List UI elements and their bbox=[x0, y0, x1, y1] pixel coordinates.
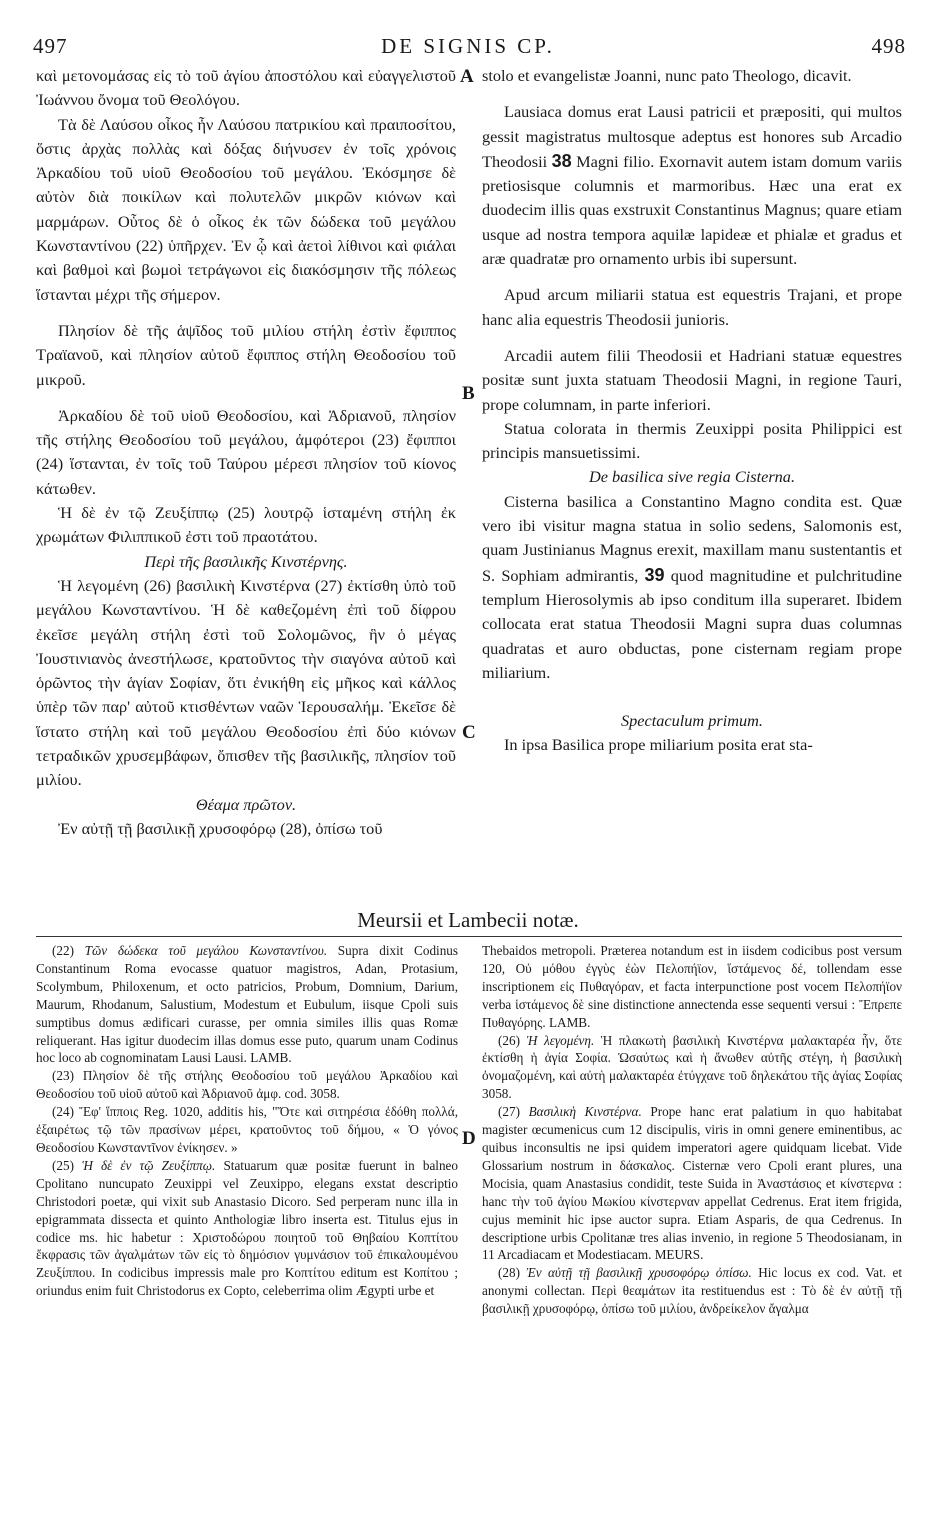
latin-paragraph: Arcadii autem filii Theodosii et Hadriani statuæ equestres positæ sunt juxta statuam Theodosii Magni, in regione Tauri, prope columnam, in parte inferiori. bbox=[482, 345, 902, 414]
latin-paragraph: stolo et evangelistæ Joanni, nunc pato Theologo, dicavit. bbox=[482, 66, 852, 85]
note-ref: (26) bbox=[498, 1032, 520, 1048]
note-25-continuation: Thebaidos metropoli. Præterea notandum est in iisdem codicibus post versum 120, Οὐ μόθου ἐγγὺς ἐὼν Πελοπήϊον, ἵστάμενος δέ, tollendam esse inscriptionem εἰς Πυθαγόραν, et facta interpunctione post vocem Πελοπήϊον verba ἱστάμενος δὲ sine distinctione annectenda esse sequenti versui : Ἔπρεπε Πυθαγόρης. LAMB. bbox=[482, 943, 902, 1030]
greek-paragraph: Ἀρκαδίου δὲ τοῦ υἱοῦ Θεοδοσίου, καὶ Ἀδριανοῦ, πλησίον τῆς στήλης Θεοδοσίου τοῦ μεγάλου, ἀμφότεροι (23) ἔφιπποι (24) ἵστανται, ἐν τοῖς τοῦ Ταύρου μέρεσι πλησίον τοῦ κίονος κάτωθεν. bbox=[36, 405, 456, 498]
page-number-left: 497 bbox=[33, 34, 68, 58]
note-28 bbox=[482, 1264, 902, 1318]
note-lemma: Ἡ δὲ ἐν τῷ Ζευξίππῳ. bbox=[82, 1157, 216, 1173]
greek-paragraph: Ἡ λεγομένη (26) βασιλικὴ Κινστέρνα (27) ἐκτίσθη ὑπὸ τοῦ μεγάλου Κωνσταντίνου. Ἡ δὲ καθεζομένη ἐπὶ τοῦ δίφρου ἐκεῖσε μεγάλη στήλη ἐστὶ τοῦ Σολομῶνος, ἣν ὁ μέγας Ἰουστινιανὸς ἀνεστήλωσε, κρατοῦντος τὴν σιαγόνα αὐτοῦ καὶ ὁρῶντος τὴν ἁγίαν Σοφίαν, ὅτι ἐνικήθη εἰς μῆκος καὶ κάλλος ὑπὲρ τῶν παρ' αὐτοῦ κτισθέντων ναῶν Ἱερουσαλήμ. Ἐκεῖσε δὲ ἵστατο στήλη καὶ τοῦ μεγάλου Θεοδοσίου ἐπὶ δύο κιόνων τετραδικῶν χρυσεμβάφων, ὄπισθεν τῆς βασιλικῆς, πλησίον τοῦ μιλίου. bbox=[36, 575, 456, 790]
page-number-right: 498 bbox=[871, 34, 906, 58]
margin-letter-b: B bbox=[462, 383, 475, 404]
note-text: Supra dixit Codinus Constantinum Roma evocasse quatuor magistros, Adan, Protasium, Scolymbum, Philoxenum, et octo patricios, Probum, Domnium, Darium, Maurum, Rhodanum, Salustium, Modestum et Eubulum, iisque Cpoli suis sumptibus domus ædificari curasse, per omnia similes illis quas Romæ reliquerant. Has igitur duodecim illas domus esse puto, quarum unam Codinus hoc loco ab cognominatam Lausi Lausi. LAMB. bbox=[36, 943, 459, 1066]
running-head bbox=[0, 34, 936, 62]
latin-text-column bbox=[482, 64, 902, 758]
greek-paragraph: Ἐν αὐτῇ τῇ βασιλικῇ χρυσοφόρῳ (28), ὀπίσω τοῦ bbox=[58, 818, 383, 838]
latin-text: Cisterna basilica a Constantino Magno condita est. Quæ vero ibi visitur magna statua in solio sedens, Salomonis est, quam Justinianus Magnus erexit, maxillam manu sustentantis et S. Sophiam admirantis, bbox=[482, 491, 902, 585]
latin-paragraph: In ipsa Basilica prope miliarium posita erat sta- bbox=[504, 735, 813, 755]
note-ref: (22) bbox=[52, 943, 74, 958]
greek-paragraph: Ἡ δὲ ἐν τῷ Ζευξίππῳ (25) λουτρῷ ἱσταμένη στήλη ἐκ χρωμάτων Φιλιππικοῦ ἐστι τοῦ πραοτάτου. bbox=[36, 503, 456, 547]
running-title: DE SIGNIS CP. bbox=[381, 34, 555, 58]
note-lemma: Βασιλικὴ Κινστέρνα. bbox=[528, 1104, 642, 1120]
latin-text: Lausiaca domus erat Lausi patricii et præpositi, qui multos gessit magistratus multosque adeptus est honores sub Arcadio Theodosii bbox=[482, 102, 902, 171]
note-text: Hic locus ex cod. Vat. et anonymi collectan. Περὶ θεαμάτων ita restituendus est : Τὸ δὲ ἐν αὐτῇ τῇ βασιλικῇ χρυσοφόρῳ, ὀπίσω τοῦ μιλίου, ἀνδρείκελον ἄγαλμα bbox=[482, 1265, 903, 1317]
note-26 bbox=[482, 1032, 902, 1104]
note-text: Ἡ πλακωτὴ βασιλικὴ Κινστέρνα μαλακταρέα ἦν, ὅτε ἐκτίσθη ἡ ἁγία Σοφία. Ὡσαύτως καὶ ἡ ἄνωθεν αὐτῆς στέγη, ἡ βασιλικὴ ὀνομαζομένη, καὶ αὐτὴ μαλακταρέα ἐτύγχανε τοῦ δηλεκάτου τῆς ἁγίας Σοφίας 3058. bbox=[482, 1032, 903, 1102]
notes-right-column bbox=[482, 942, 902, 1318]
latin-text: quod magnitudine et pulchritudine templum Hierosolymis ab ipso conditum illa superaret. Ibidem collocata erat statua Theodosii Magni supra duas columnas quadratas et auro obductas, pone cisternam regiam prope miliarium. bbox=[482, 565, 902, 682]
greek-paragraph: Τὰ δὲ Λαύσου οἶκος ἦν Λαύσου πατρικίου καὶ πραιποσίτου, ὅστις ἀρχὰς πολλὰς καὶ δόξας διήνυσεν ἐν τοῖς χρόνοις Ἀρκαδίου τοῦ υἱοῦ Θεοδοσίου τοῦ μεγάλου. Ἐκόσμησε δὲ αὐτὸν διὰ ποικίλων καὶ πολυτελῶν μικρῶν κιόνων καὶ μαρμάρων. Οὗτος δὲ ὁ οἶκος ἐκ τῶν δώδεκα τοῦ μεγάλου Κωνσταντίνου (22) ὑπῆρχεν. Ἐν ᾧ καὶ ἀετοὶ λίθινοι καὶ φιάλαι καὶ βαθμοὶ καὶ βωμοὶ τετράγωνοι εἰς διακόσμησιν τῆς πόλεως ἵστανται μέχρι τῆς σήμερον. bbox=[36, 114, 456, 304]
note-22 bbox=[36, 942, 458, 1067]
note-text: Prope hanc erat palatium in quo habitabat magister œcumenicus cum 12 discipulis, viris in omni genere eminentibus, ac quibus inconsultis ne ipsi quidem imperatori agere quidquam licebat. Vide Glossarium nostrum in δάσκαλος. Cisternæ vero Cpoli erant plures, una Mocisia, quam Anastasius condidit, teste Suida in Ἀναστάσιος et κίνστερνα : hanc τὴν τοῦ ἁγίου Μωκίου κίνστερναν appellat Cedrenus. Erat item frigida, cujus meminit hic ipse auctor supra. Etiam Asparis, de qua Cedrenus. In descriptione urbis Cpolitanæ tres alias invenio, in regione 5 Theodosianam, in 11 Arcadiacam et Modestiacam. MEURS. bbox=[482, 1104, 903, 1263]
greek-paragraph: καὶ μετονομάσας εἰς τὸ τοῦ ἁγίου ἀποστόλου καὶ εὐαγγελιστοῦ Ἰωάννου ὄνομα τοῦ Θεολόγου. bbox=[36, 66, 456, 110]
latin-paragraph bbox=[482, 100, 902, 271]
column-number-38: 38 bbox=[551, 150, 572, 171]
latin-paragraph: Statua colorata in thermis Zeuxippi posita Philippici est principis mansuetissimi. bbox=[482, 418, 902, 463]
note-lemma: Ἐν αὐτῇ τῇ βασιλικῇ χρυσοφόρῳ ὀπίσω. bbox=[526, 1265, 752, 1281]
latin-section-title: De basilica sive regia Cisterna. bbox=[588, 467, 796, 487]
margin-letter-c: C bbox=[462, 722, 476, 743]
note-ref: (25) bbox=[52, 1157, 74, 1173]
greek-paragraph: Πλησίον δὲ τῆς ἁψῖδος τοῦ μιλίου στήλη ἐστὶν ἔφιππος Τραϊανοῦ, καὶ πλησίον αὐτοῦ ἔφιππος στήλη Θεοδοσίου τοῦ μικροῦ. bbox=[36, 320, 456, 389]
greek-spectacle-title: Θέαμα πρῶτον. bbox=[195, 794, 297, 814]
latin-text: Magni filio. Exornavit autem istam domum variis pretiosisque columnis et marmoribus. Hæc una erat ex duodecim illis quas exstruxit Constantinus Magnus; quare etiam usque ad nostra tempora aquilæ lapideæ et phialæ et gradus et aræ quadratæ pro ornamento urbis ibi supersunt. bbox=[482, 151, 902, 269]
note-27 bbox=[482, 1103, 902, 1264]
column-number-39: 39 bbox=[644, 564, 665, 585]
notes-divider bbox=[36, 936, 902, 937]
note-lemma: Τῶν δώδεκα τοῦ μεγάλου Κωνσταντίνου. bbox=[84, 943, 328, 958]
margin-letter-d: D bbox=[462, 1128, 476, 1149]
note-text: Statuarum quæ positæ fuerunt in balneo Cpolitano nuncupato Zeuxippi vel Zeuxippo, elegans exstat descriptio Christodori poetæ, qui vixit sub Anastasio Dicoro. Sed perperam nunc illa in epigrammata dissecta et quinto Anthologiæ libro inserta est. Titulus ejus in codice ms. hic habetur : Χριστοδώρου ποιητοῦ τοῦ Θηβαίου Κοπτίτου ἔκφρασις τῶν ἀγαλμάτων τῶν εἰς τὸ δημόσιον γυμνάσιον τοῦ ἐπικαλουμένου Ζευξίππου. In codicibus impressis male pro Κοπτίτου editum est Κοπίτου ; oriundus enim fuit Christodorus ex Copto, celeberrima olim Ægypti urbe et bbox=[36, 1157, 459, 1299]
note-ref: (28) bbox=[498, 1265, 520, 1281]
note-24: (24) Ἔφ' ἵπποις Reg. 1020, additis his, "Ὅτε καὶ σιτηρέσια ἐδόθη πολλά, ἐξαιρέτως τῷ τῶν πρασίνων μέρει, κρατοῦντος τοῦ δήμου, « Ὁ γόνος Θεοδοσίου Κωνσταντῖνον ἐνίκησεν. » bbox=[36, 1104, 458, 1155]
notes-left-column bbox=[36, 942, 458, 1300]
note-lemma: Ἡ λεγομένη. bbox=[526, 1032, 595, 1048]
latin-paragraph bbox=[482, 490, 902, 685]
greek-text-column bbox=[36, 64, 456, 841]
margin-letter-a: A bbox=[460, 66, 474, 87]
latin-spectacle-title: Spectaculum primum. bbox=[621, 711, 763, 731]
note-25 bbox=[36, 1157, 458, 1300]
notes-heading: Meursii et Lambecii notæ. bbox=[357, 908, 579, 932]
note-ref: (27) bbox=[498, 1104, 520, 1120]
note-23: (23) Πλησίον δὲ τῆς στήλης Θεοδοσίου τοῦ μεγάλου Ἀρκαδίου καὶ Θεοδοσίου τοῦ υἱοῦ αὐτοῦ καὶ Ἀδριανοῦ ἀμφ. cod. 3058. bbox=[36, 1068, 458, 1102]
greek-section-title: Περὶ τῆς βασιλικῆς Κινστέρνης. bbox=[144, 551, 348, 571]
latin-paragraph: Apud arcum miliarii statua est equestris Trajani, et prope hanc alia equestris Theodosii junioris. bbox=[482, 285, 902, 329]
